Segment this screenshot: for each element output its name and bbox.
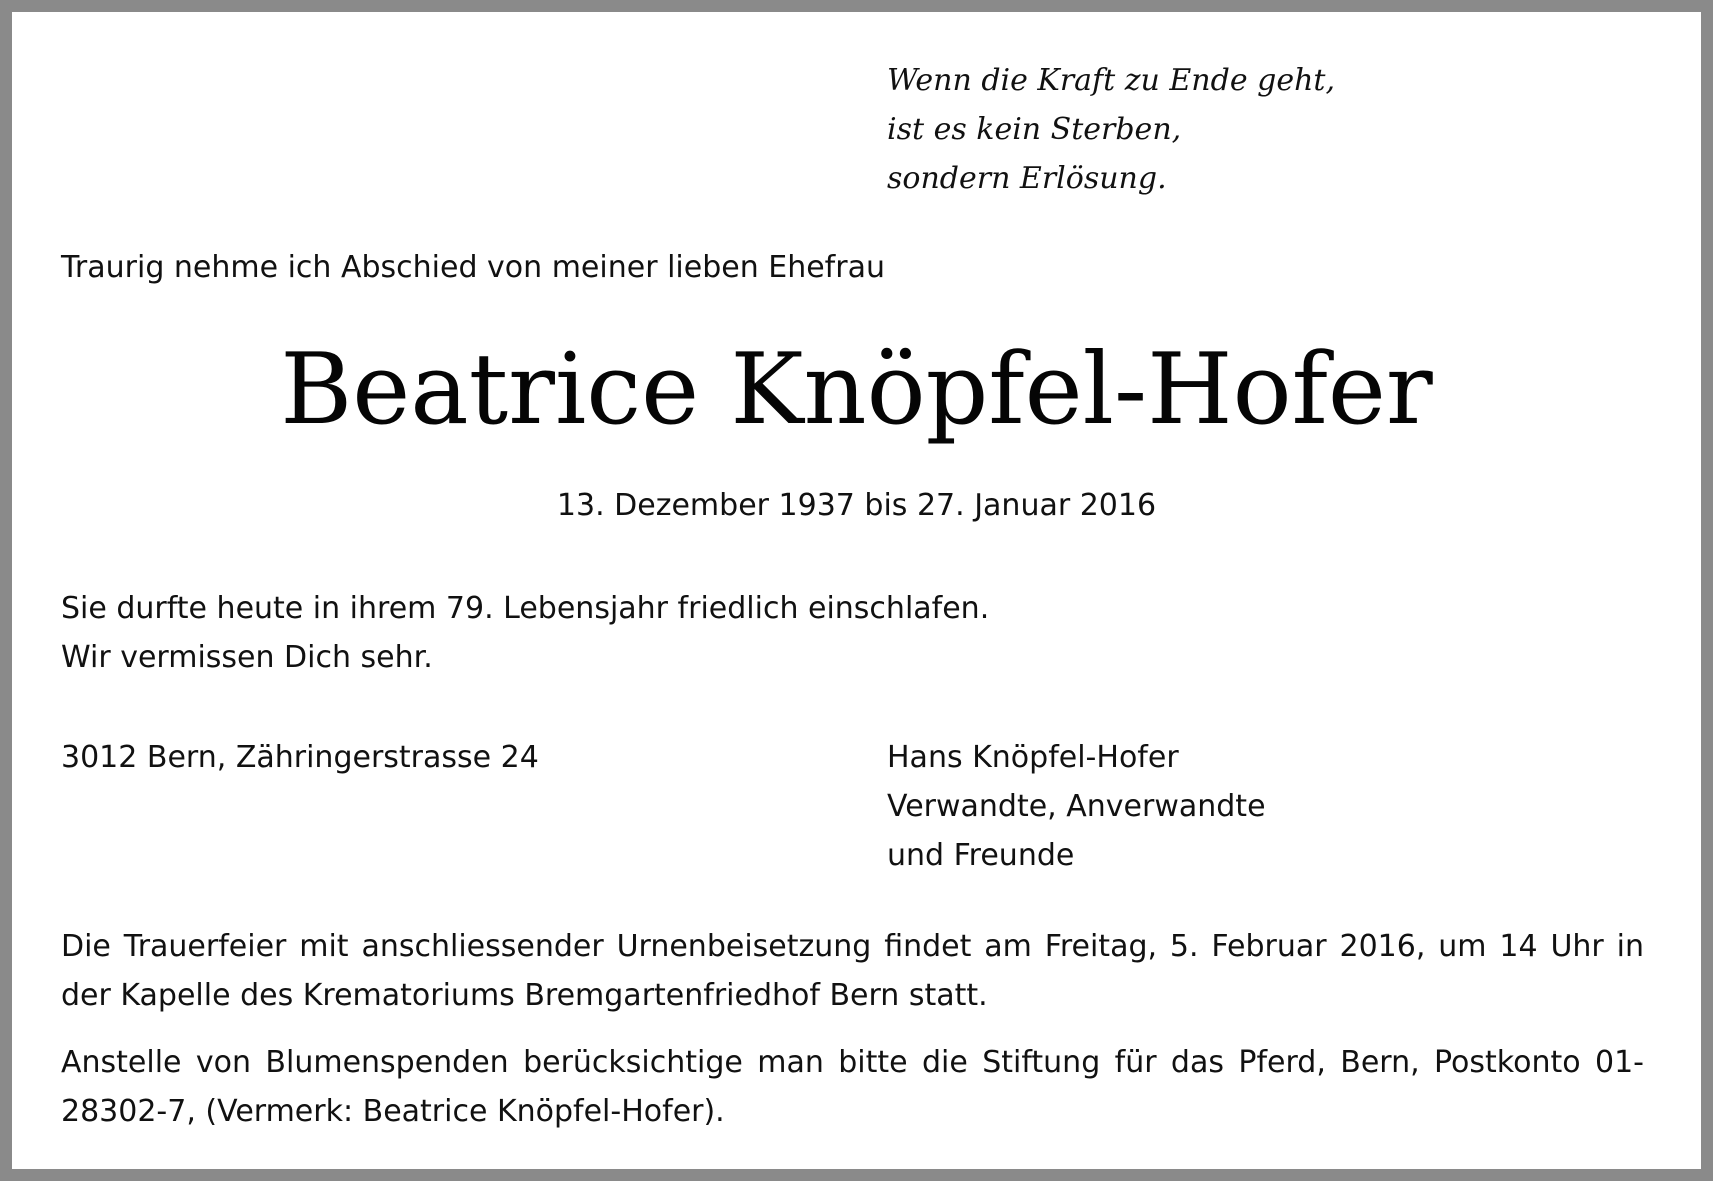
message-line: Wir vermissen Dich sehr. xyxy=(61,640,433,675)
mourner-line: und Freunde xyxy=(887,838,1075,873)
life-dates: 13. Dezember 1937 bis 27. Januar 2016 xyxy=(556,488,1157,523)
mourner-line: Verwandte, Anverwandte xyxy=(887,789,1266,824)
personal-message xyxy=(61,584,989,682)
intro-line: Traurig nehme ich Abschied von meiner lieben Ehefrau xyxy=(61,250,885,285)
quote-line: ist es kein Sterben, xyxy=(887,112,1182,147)
quote-line: Wenn die Kraft zu Ende geht, xyxy=(887,63,1335,98)
donation-paragraph: Anstelle von Blumenspenden berücksichtige man bitte die Stiftung für das Pferd, Bern, Postkonto 01-28302-7, (Vermerk: Beatrice Knöpfel-Hofer). xyxy=(61,1045,1644,1129)
obituary-notice xyxy=(12,12,1701,1169)
deceased-name: Beatrice Knöpfel-Hofer xyxy=(280,333,1433,447)
mourner-line: Hans Knöpfel-Hofer xyxy=(887,740,1179,775)
epigraph-quote xyxy=(887,56,1335,203)
mourners-list xyxy=(887,733,1266,880)
ceremony-paragraph: Die Trauerfeier mit anschliessender Urnenbeisetzung findet am Freitag, 5. Februar 2016, um 14 Uhr in der Kapelle des Krematoriums Bremgartenfriedhof Bern statt. xyxy=(61,929,1644,1013)
message-line: Sie durfte heute in ihrem 79. Lebensjahr friedlich einschlafen. xyxy=(61,591,990,626)
mourner-address: 3012 Bern, Zähringerstrasse 24 xyxy=(61,740,539,775)
quote-line: sondern Erlösung. xyxy=(887,161,1167,196)
